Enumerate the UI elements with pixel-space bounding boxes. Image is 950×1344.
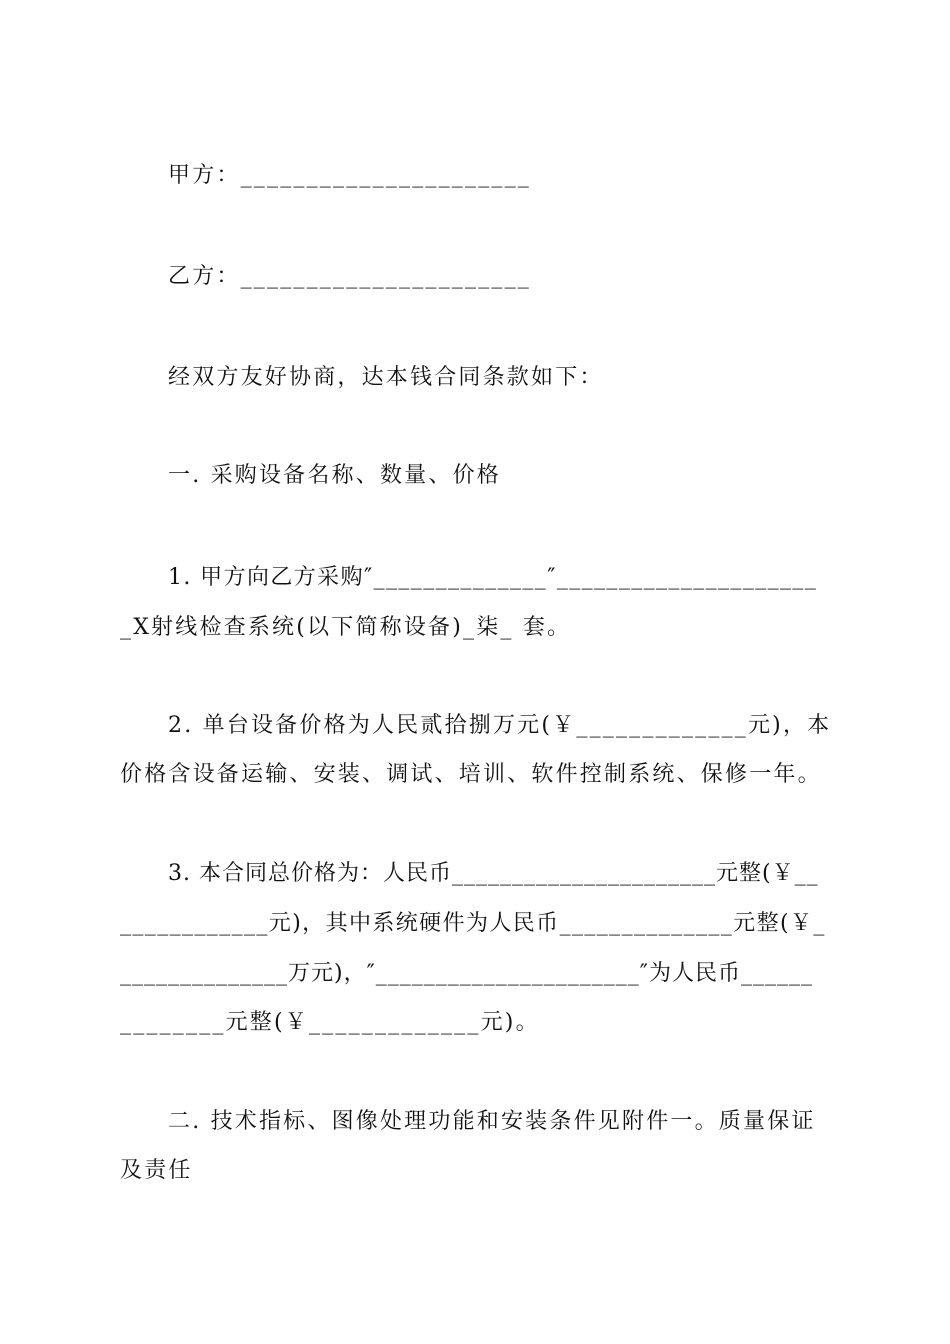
section-2-line-2: 及责任 (120, 1158, 193, 1183)
item-2-line-2: 价格含设备运输、安装、调试、培训、软件控制系统、保修一年。 (120, 762, 822, 787)
item-3-line-3: ______________万元)，″______________________″为人民币______ (120, 961, 814, 986)
item-3-line-4: ________元整(￥_____________元)。 (120, 1010, 540, 1035)
section-2-line-1: 二. 技术指标、图像处理功能和安装条件见附件一。质量保证 (168, 1109, 816, 1134)
intro-paragraph: 经双方友好协商，达本钱合同条款如下： (168, 365, 604, 390)
item-1-line-2: _X射线检查系统(以下简称设备)_柒_ 套。 (120, 615, 572, 640)
section-1-title: 一. 采购设备名称、数量、价格 (168, 463, 501, 488)
item-3-line-1: 3. 本合同总价格为：人民币______________________元整(￥__ (168, 861, 819, 886)
item-3-line-2: ____________元)，其中系统硬件为人民币______________元整(￥_ (120, 911, 826, 936)
item-2-line-1: 2. 单台设备价格为人民贰拾捌万元(￥_____________元)，本 (168, 713, 832, 738)
party-b-line: 乙方：______________________ (168, 264, 532, 289)
party-a-line: 甲方：______________________ (168, 163, 532, 188)
item-1-line-1: 1. 甲方向乙方采购″______________″_____________________ (168, 565, 818, 590)
